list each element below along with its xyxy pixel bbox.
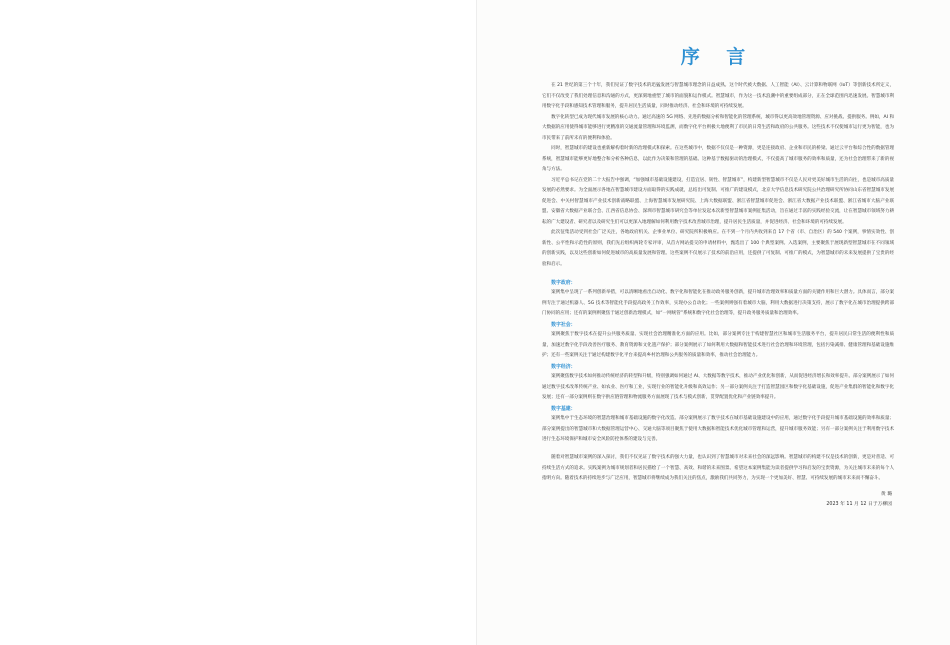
section-text: 案例聚焦数字技术如何推动传统经济的转型和升级，特别强调如何通过 AI、大数据等数字技术，推动产业优化和创新，从而促进经济增长和效率提升。部分案例展示了如何通过数字技术改革传统产业、如农业、医疗和工业，实现行业的智能化升级和高效运作；另一部分案例关注于打造智慧园区和数字化基础设施，促进产业集群的智能化和数字化发展；还有一部分案例则在数字供应链管理和物流服务方面展现了技术与模式创新，贯穿配置优化和产业链效率提升。 (542, 374, 894, 400)
section-heading: 数字基建： (551, 405, 576, 412)
spacer (542, 446, 894, 454)
closing-paragraph: 随着对智慧城市案例的深入探讨，我们不仅见证了数字技术的强大力量，也认识到了智慧城市对未来社会的深远影响。智慧城市的构建不仅是技术的创新，更是对普适、可持续生活方式的追求。实践案例为城市规划者和居民描绘了一个智慧、高效、和谐的未来图景。希望这本案例集能为读者提供学习和启发的宝贵资源，为关注城市未来的每个人指明方向。随着技术的持续进步与广泛应用，智慧城市将继续成为我们关注的焦点，激励我们共同努力，为实现一个更加美好、智慧、可持续发展的城市未来而不懈奋斗。 (542, 455, 894, 481)
intro-paragraph-1: 在 21 世纪的第三个十年，我们见证了数字技术的迅猛发展与智慧城市理念的日益成熟。这个时代被大数据、人工智能（AI）、云计算和物联网（IoT）等创新技术所定义，它们不仅改变了我们处理信息和沟通的方式，更深刻地重塑了城市的面貌和运作模式。智慧城市，作为这一技术浪潮中的重要组成部分，正在全球范围内迅速发展。智慧城市利用数字化手段和感知技术管理和服务，提升居民生活质量，同时推动经济、社会和环境的可持续发展。 (542, 83, 894, 109)
signature-author: 黄 璐 (880, 491, 892, 497)
page-title: 序 言 (680, 46, 756, 68)
section-digital-infrastructure (542, 404, 894, 446)
section-heading: 数字政府： (551, 279, 576, 286)
section-heading: 数字社会： (551, 321, 576, 328)
section-text: 案例集中于生态环境的智慧治理和城市基础设施的数字化改造。部分案例展示了数字技术在城市基础设施建设中的应用，通过数字化手段提升城市基础设施的效率和质量；部分案例提出的智慧城市和大数据管理运营中心、交通大脑等项目聚焦于使用大数据和智能技术优化城市管理和运营，提升城市服务效能；另有一部分案例关注于利用数字技术进行生态环境保护和城市安全风险防控体系的建设与完善。 (542, 416, 894, 442)
intro-paragraph-4: 习近平总书记在党的二十大报告中强调，“加强城市基础设施建设，打造宜居、韧性、智慧城市”，构建新型智慧城市不仅是人民对更美好城市生活的向往，也是城市高质量发展的必然要求。为全面展示各地在智慧城市建设方面取得的实践成就，总结出可复制、可推广的建设模式，北京大学信息技术研究院公共治理研究所协同山东省智慧城市发展促进会、中关村智慧城市产业技术创新战略联盟、上海智慧城市发展研究院、上海大数据联盟、浙江省智慧城市促进会、浙江省大数据产业技术联盟、浙江省城市大脑产业联盟、安徽省大数据产业联合会、江西省信息协会、深圳市智慧城市研究会等单位发起本次新型智慧城市案例征集活动，旨在通过丰富的实践经验交流，让在智慧城市领域努力耕耘的广大建设者、研究者以及研究生们可以更深入地理解如何利用数字技术改善城市治理，提升居民生活质量，并促进经济、社会和环境的可持续发展。 (542, 177, 894, 225)
section-heading: 数字经济： (551, 363, 576, 370)
preface-body (542, 81, 894, 511)
section-digital-society (542, 320, 894, 362)
document-page (476, 0, 950, 645)
intro-paragraph-3: 同时，智慧城市的建设也重新解构着时新的治理模式和探索。在这些城市中，数据不仅仅是一种资源，更是连接政府、企业和市民的桥梁。通过云平台和综合性的数据管理系统，智慧城市能够更好地整合和分析各种信息，以此作为决策和管理的基础。这种基于数据驱动的治理模式，不仅提高了城市服务的效率和质量，还为社会治理带来了新的视角与方法。 (542, 146, 894, 172)
intro-paragraph-5: 此次征集活动受到社会广泛关注，各地政府机关、企事业单位、研究院所积极响应。在不到一个月内共收到来自 17 个省（市、自治区）的 540 个案例，事情实效性、创新性、公平性和示范性的原则，我们先后组织两轮专家评审，从首方网站提交的申请材料中，甄选出了 100 个典型案例。入选案例，主要聚焦于展现新型智慧城市在不同领域的创新实践，以及这些创新如何促进城市的高质量发展和管理。这些案例不仅展示了技术的前沿应用，还提供了可复制、可推广的模式，为智慧城市的未来发展提供了宝贵的经验和启示。 (542, 230, 894, 267)
signature-date: 2023 年 11 月 12 日于万柳园 (826, 502, 892, 507)
spacer (542, 270, 894, 278)
section-digital-economy (542, 362, 894, 404)
signature-block (542, 490, 894, 511)
section-digital-government (542, 278, 894, 320)
section-text: 案例聚焦于数字技术在提升公共服务质量、实现社会治理精准化方面的应用。比如，部分案例专注于构建智慧社区和城市生活服务平台，提升居民日常生活的便利性和质量，加速过数字化手段改善医疗服务、教育资源和文化遗产保护；部分案例展示了如何利用大数据和智能技术进行社会治理和环境管理，包括污染减排、健康管理和基础设施维护；还有一些案例关注于通过构建数字化平台来提高乡村治理和公共服务的质量和效率，推动社会治理能力。 (542, 332, 894, 358)
intro-paragraph-2: 数字化转型已成为现代城市发展的核心动力。通过高速的 5G 网络、先进的数据分析和智能化的管理系统，城市得以更高效地管理资源、应对挑战、提供服务。例如，AI 和大数据的应用使得城市能够进行更精准的交通流量管理和环境监测，而数字化平台则极大地便利了市民的日常生活和政府的公共服务。这些技术不仅使城市运行更为智能，也为市民带来了前所未有的便利和体验。 (542, 114, 894, 141)
section-text: 案例集中呈现了一系列创新举措，可以清晰地看出自动化、数字化和智能化在推动政务服务创新，提升城市治理效率和质量方面的关键作用和巨大潜力。具体而言，部分案例专注于通过机器人、5G 技术等智能化手段提高政务工作效率，实现办公自动化；一些案例则强有着城市大脑，利用大数据进行决策支持，展示了数字化在城市治理提供跨部门协同的应用；还有的案例则聚焦于通过创新治理模式，如“一网统管”系统和数字化社会治理等，提升政务服务质量和治理效率。 (542, 290, 894, 316)
